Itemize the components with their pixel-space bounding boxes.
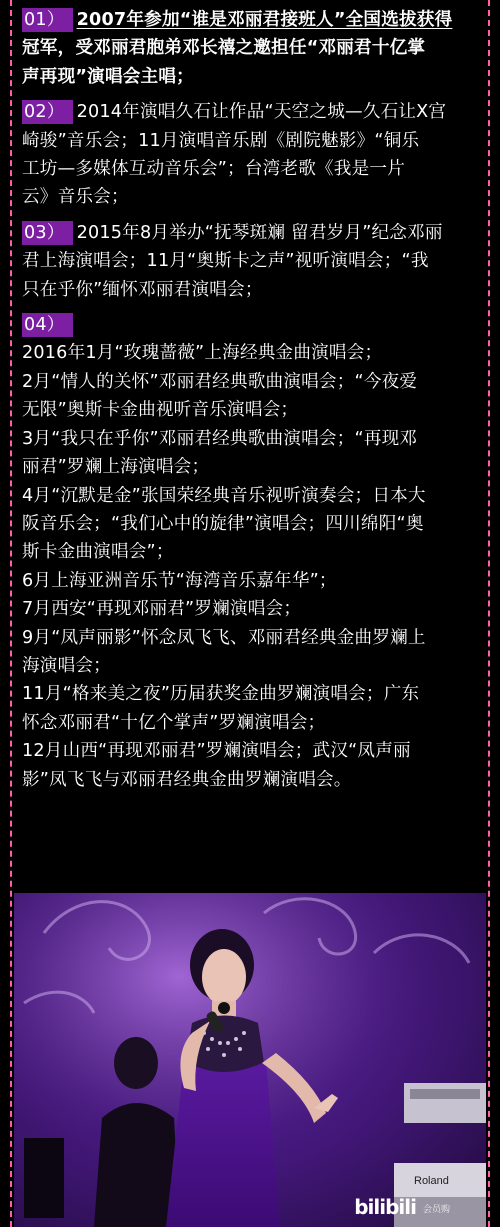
item-text-line: 4月“沉默是金”张国荣经典音乐视听演奏会；日本大 xyxy=(22,485,426,506)
item-text-line: 崎骏”音乐会；11月演唱音乐剧《剧院魅影》“铜乐 xyxy=(22,130,420,151)
item-text-line: 2014年演唱久石让作品“天空之城—久石让X宫 xyxy=(76,102,447,123)
item-text-line: 2007年参加“谁是邓丽君接班人”全国选拔获得 xyxy=(76,10,453,30)
career-item-2014 xyxy=(22,98,480,212)
concert-scene xyxy=(14,893,486,1227)
item-text-line: 9月“凤声丽影”怀念凤飞飞、邓丽君经典金曲罗斓上 xyxy=(22,627,426,648)
item-text-line: 3月“我只在乎你”邓丽君经典歌曲演唱会；“再现邓 xyxy=(22,428,418,449)
item-number-tag: 03） xyxy=(22,221,73,245)
item-text-line: 君上海演唱会；11月“奥斯卡之声”视听演唱会；“我 xyxy=(22,251,429,272)
left-dashed-border xyxy=(10,0,12,1227)
item-text-line: 丽君”罗斓上海演唱会； xyxy=(22,457,210,478)
item-text-line: 阪音乐会；“我们心中的旋律”演唱会；四川绵阳“奥 xyxy=(22,513,424,534)
keyboard-brand-label: Roland xyxy=(414,1175,449,1187)
bilibili-watermark-sub: 会员购 xyxy=(422,1205,450,1215)
item-text-line: 声再现”演唱会主唱； xyxy=(22,66,194,87)
item-number-tag: 04） xyxy=(22,313,73,337)
item-text-line: 影”凤飞飞与邓丽君经典金曲罗斓演唱会。 xyxy=(22,769,352,790)
item-text-line: 11月“格来美之夜”历届获奖金曲罗斓演唱会；广东 xyxy=(22,684,420,705)
item-text-line: 只在乎你”缅怀邓丽君演唱会； xyxy=(22,279,263,300)
item-text-line: 12月山西“再现邓丽君”罗斓演唱会；武汉“凤声丽 xyxy=(22,741,411,762)
item-number-tag: 02） xyxy=(22,100,73,124)
career-item-2016 xyxy=(22,311,480,794)
item-text-line: 无限”奥斯卡金曲视听音乐演唱会； xyxy=(22,400,299,421)
item-number-tag: 01） xyxy=(22,8,73,32)
item-text-line: 怀念邓丽君“十亿个掌声”罗斓演唱会； xyxy=(22,712,326,733)
microphone-head xyxy=(218,1002,230,1014)
item-text-line: 冠军，受邓丽君胞弟邓长禧之邀担任“邓丽君十亿掌 xyxy=(22,38,426,59)
item-text-line: 工坊—多媒体互动音乐会”；台湾老歌《我是一片 xyxy=(22,159,405,180)
item-text-line: 7月西安“再现邓丽君”罗斓演唱会； xyxy=(22,599,302,620)
right-dashed-border xyxy=(488,0,490,1227)
career-list xyxy=(22,6,480,794)
item-text-line: 2月“情人的关怀”邓丽君经典歌曲演唱会；“今夜爱 xyxy=(22,371,418,392)
concert-photo xyxy=(14,893,486,1227)
item-text-line: 云》音乐会； xyxy=(22,187,129,208)
item-text-line: 6月上海亚洲音乐节“海湾音乐嘉年华”； xyxy=(22,570,337,591)
item-text-line: 斯卡金曲演唱会”； xyxy=(22,542,174,563)
career-item-2007 xyxy=(22,6,480,91)
item-text-line: 2016年1月“玫瑰蔷薇”上海经典金曲演唱会； xyxy=(22,343,383,364)
item-text-line: 2015年8月举办“抚琴斑斓 留君岁月”纪念邓丽 xyxy=(76,222,443,243)
item-text-line: 海演唱会； xyxy=(22,655,111,676)
bilibili-watermark: bilibili xyxy=(354,1195,416,1219)
career-item-2015 xyxy=(22,219,480,304)
